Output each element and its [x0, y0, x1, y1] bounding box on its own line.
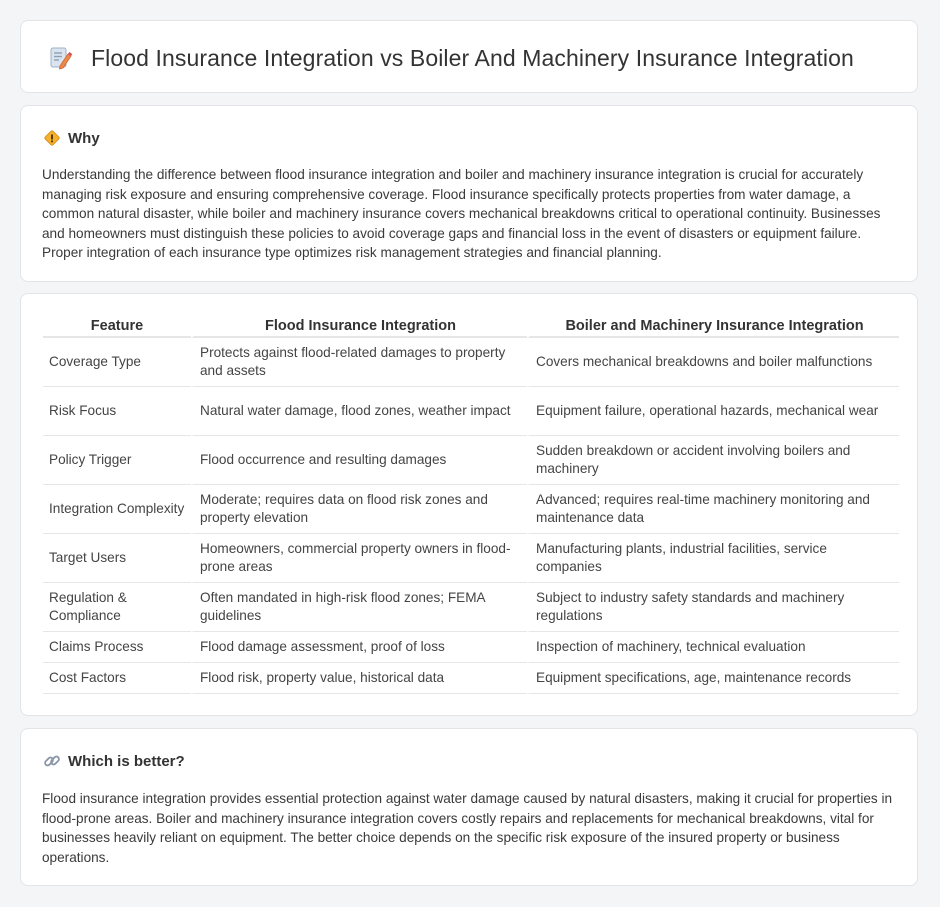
feature-cell: Cost Factors — [43, 663, 191, 694]
flood-cell: Flood occurrence and resulting damages — [191, 436, 527, 485]
title-row — [47, 43, 854, 73]
feature-cell: Policy Trigger — [43, 436, 191, 485]
flood-cell: Flood risk, property value, historical data — [191, 663, 527, 694]
boiler-cell: Advanced; requires real-time machinery monitoring and maintenance data — [527, 485, 899, 534]
better-card — [20, 728, 918, 886]
table-row — [43, 436, 899, 485]
flood-cell: Natural water damage, flood zones, weather impact — [191, 387, 527, 436]
table-row — [43, 632, 899, 663]
flood-cell: Flood damage assessment, proof of loss — [191, 632, 527, 663]
flood-cell: Protects against flood-related damages to property and assets — [191, 338, 527, 387]
header-flood: Flood Insurance Integration — [191, 315, 527, 338]
why-card — [20, 105, 918, 282]
page-title: Flood Insurance Integration vs Boiler And Machinery Insurance Integration — [91, 44, 854, 71]
table-row — [43, 534, 899, 583]
boiler-cell: Subject to industry safety standards and machinery regulations — [527, 583, 899, 632]
table-row — [43, 338, 899, 387]
why-text: Understanding the difference between flood insurance integration and boiler and machinery insurance integration is crucial for accurately managing risk exposure and ensuring comprehensive coverage. Flood insurance specifically protects properties from water damage, a common natural disaster, while boiler and machinery insurance covers mechanical breakdowns critical to operational continuity. Businesses and homeowners must distinguish these policies to avoid coverage gaps and financial loss in the event of disasters or equipment failure. Proper integration of each insurance type optimizes risk management strategies and financial planning. — [42, 167, 881, 260]
table-row — [43, 663, 899, 694]
diamond-sign-icon — [43, 129, 61, 147]
flood-cell: Often mandated in high-risk flood zones; FEMA guidelines — [191, 583, 527, 632]
document-edit-icon — [47, 45, 73, 71]
better-heading: Which is better? — [68, 752, 185, 770]
flood-cell: Homeowners, commercial property owners in flood-prone areas — [191, 534, 527, 583]
why-heading-row — [43, 128, 100, 148]
better-heading-row — [43, 751, 185, 771]
boiler-cell: Manufacturing plants, industrial facilities, service companies — [527, 534, 899, 583]
boiler-cell: Equipment failure, operational hazards, mechanical wear — [527, 387, 899, 436]
feature-cell: Target Users — [43, 534, 191, 583]
feature-cell: Coverage Type — [43, 338, 191, 387]
feature-cell: Regulation & Compliance — [43, 583, 191, 632]
comparison-table — [43, 315, 899, 694]
feature-cell: Integration Complexity — [43, 485, 191, 534]
table-row — [43, 387, 899, 436]
table-header-row — [43, 315, 899, 338]
boiler-cell: Sudden breakdown or accident involving boilers and machinery — [527, 436, 899, 485]
header-boiler: Boiler and Machinery Insurance Integration — [527, 315, 899, 338]
boiler-cell: Equipment specifications, age, maintenance records — [527, 663, 899, 694]
table-row — [43, 583, 899, 632]
comparison-card — [20, 293, 918, 716]
why-heading: Why — [68, 129, 100, 147]
header-feature: Feature — [43, 315, 191, 338]
flood-cell: Moderate; requires data on flood risk zones and property elevation — [191, 485, 527, 534]
better-text: Flood insurance integration provides essential protection against water damage caused by natural disasters, making it crucial for properties in flood-prone areas. Boiler and machinery insurance integration covers costly repairs and replacements for mechanical breakdowns, vital for businesses heavily reliant on equipment. The better choice depends on the specific risk exposure of the insured property or business operations. — [42, 791, 893, 865]
title-card — [20, 20, 918, 93]
feature-cell: Claims Process — [43, 632, 191, 663]
boiler-cell: Covers mechanical breakdowns and boiler malfunctions — [527, 338, 899, 387]
feature-cell: Risk Focus — [43, 387, 191, 436]
table-row — [43, 485, 899, 534]
boiler-cell: Inspection of machinery, technical evaluation — [527, 632, 899, 663]
link-icon — [43, 752, 61, 770]
